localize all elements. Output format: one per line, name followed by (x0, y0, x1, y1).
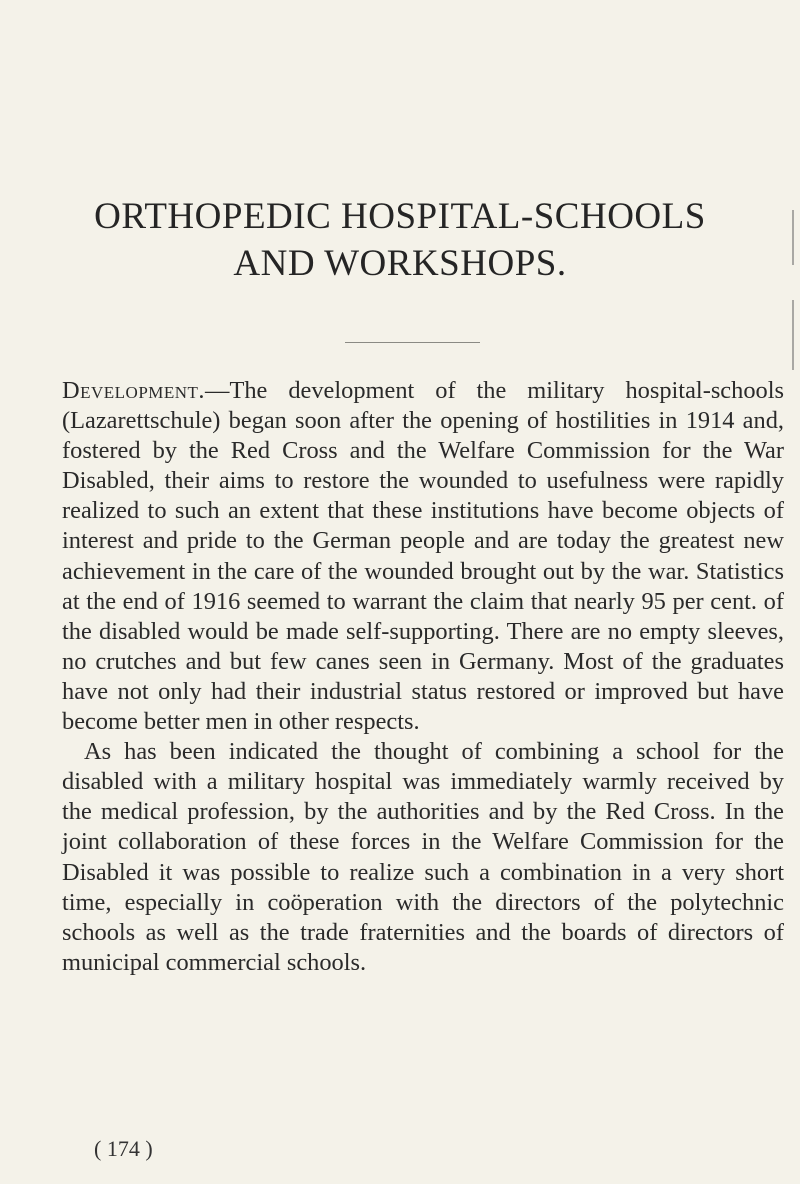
chapter-title-line-2: AND WORKSHOPS. (233, 243, 567, 284)
paragraph-lead: Development. (62, 377, 206, 404)
paragraph-development (62, 376, 784, 737)
paragraph-combination: As has been indicated the thought of combining a school for the disabled with a military hospital was immediately warmly received by the medical profession, by the authorities and by the Red Cross. In the joint collaboration of these forces in the Welfare Commission for the Disabled it was possible to realize such a combination in a very short time, especially in coöperation with the directors of the polytechnic schools as well as the trade fraternities and the boards of directors of municipal commercial schools. (62, 738, 784, 976)
chapter-title-line-1: ORTHOPEDIC HOSPITAL-SCHOOLS (94, 196, 706, 237)
page-edge-mark (792, 210, 794, 265)
page-number: ( 174 ) (94, 1136, 153, 1161)
paragraph-development-text: —The development of the military hospital-schools (Lazarettschule) began soon after the opening of hostilities in 1914 and, fostered by the Red Cross and the Welfare Commission for the War Disabled, their aims to restore the wounded to usefulness were rapidly realized to such an extent that these institutions have become objects of interest and pride to the German people and are today the greatest new achievement in the care of the wounded brought out by the war. Statistics at the end of 1916 seemed to warrant the claim that nearly 95 per cent. of the disabled would be made self-supporting. There are no empty sleeves, no crutches and but few canes seen in Germany. Most of the graduates have not only had their industrial status restored or improved but have become better men in other respects. (62, 377, 784, 736)
body-text (62, 376, 784, 978)
page-edge-mark (792, 300, 794, 370)
title-divider (345, 342, 480, 343)
